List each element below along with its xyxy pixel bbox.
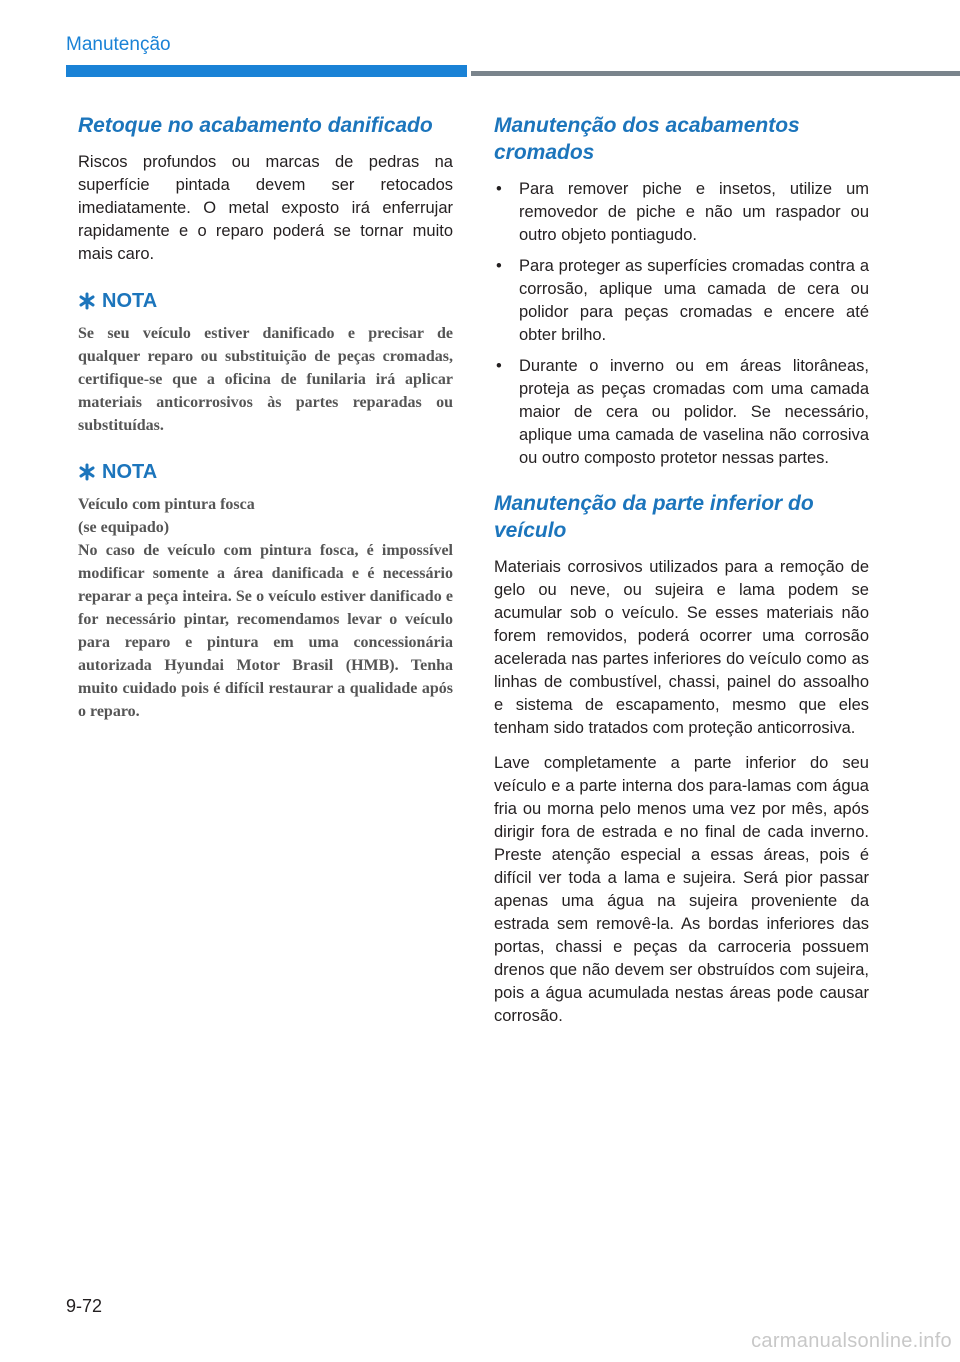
note-subtitle-line1: Veículo com pintura fosca (78, 496, 255, 513)
note-title: NOTA (102, 290, 158, 312)
note-text: Se seu veículo estiver danificado e precisar de qualquer reparo ou substituição de peças cromadas, certifique-se que a oficina de funilaria irá aplicar materiais anticorrosivos às partes reparadas ou substituídas. (78, 325, 453, 434)
note-subtitle-line2: (se equipado) (78, 519, 170, 536)
asterisk-note-icon (78, 463, 96, 481)
heading-underbody-care: Manutenção da parte inferior do veículo (494, 492, 814, 542)
left-column (78, 112, 453, 723)
note-heading (78, 459, 453, 485)
heading-chrome-care: Manutenção dos acabamentos cromados (494, 114, 800, 164)
list-item: • Durante o inverno ou em áreas litorâneas, proteja as peças cromadas com uma camada maior de cera ou polidor. Se necessário, aplique uma camada de vaselina não corrosiva ou outro composto protetor nessas partes. (494, 355, 869, 470)
touch-up-paragraph: Riscos profundos ou marcas de pedras na superfície pintada devem ser retocados imediatamente. O metal exposto irá enferrujar rapidamente e o reparo poderá se tornar muito mais caro. (78, 153, 453, 263)
note-title: NOTA (102, 461, 158, 483)
watermark: carmanualsonline.info (751, 1330, 952, 1352)
underbody-paragraph-1: Materiais corrosivos utilizados para a remoção de gelo ou neve, ou sujeira e lama podem se acumular sob o veículo. Se esses materiais não forem removidos, poderá ocorrer uma corrosão acelerada nas partes inferiores do veículo como as linhas de combustível, chassi, painel do assoalho e sistema de escapamento, mesmo que eles tenham sido tratados com proteção anticorrosiva. (494, 558, 869, 737)
list-item: • Para proteger as superfícies cromadas contra a corrosão, aplique uma camada de cera ou polidor para peças cromadas e encere até obter brilho. (494, 255, 869, 347)
right-column (494, 112, 869, 1040)
asterisk-note-icon (78, 292, 96, 310)
heading-touch-up: Retoque no acabamento danificado (78, 114, 433, 137)
note-box-1 (78, 288, 453, 437)
page-number: 9-72 (66, 1296, 103, 1316)
note-text: No caso de veículo com pintura fosca, é impossível modificar somente a área danificada e é necessário reparar a peça inteira. Se o veículo estiver danificado e for necessário pintar, recomendamos levar o veículo para reparo e pintura em uma concessionária autorizada Hyundai Motor Brasil (HMB). Tenha muito cuidado pois é difícil restaurar a qualidade após o reparo. (78, 542, 453, 720)
chrome-care-list (494, 178, 869, 470)
underbody-paragraph-2: Lave completamente a parte inferior do seu veículo e a parte interna dos para-lamas com água fria ou morna pelo menos uma vez por mês, após dirigir fora de estrada e no final de cada inverno. Preste atenção especial a essas áreas, pois é difícil ver toda a lama e sujeira. Será pior passar apenas uma água na sujeira proveniente da estrada sem removê-la. As bordas inferiores das portas, chassi e peças da carroceria possuem drenos que não devem ser obstruídos com sujeira, pois a água acumulada nestas áreas pode causar corrosão. (494, 754, 869, 1025)
note-box-2 (78, 459, 453, 723)
note-heading (78, 288, 453, 314)
section-title: Manutenção (66, 34, 171, 55)
header-rule-gray (471, 71, 960, 76)
header-rule-blue (66, 65, 467, 77)
list-item: • Para remover piche e insetos, utilize um removedor de piche e não um raspador ou outro objeto pontiagudo. (494, 178, 869, 247)
